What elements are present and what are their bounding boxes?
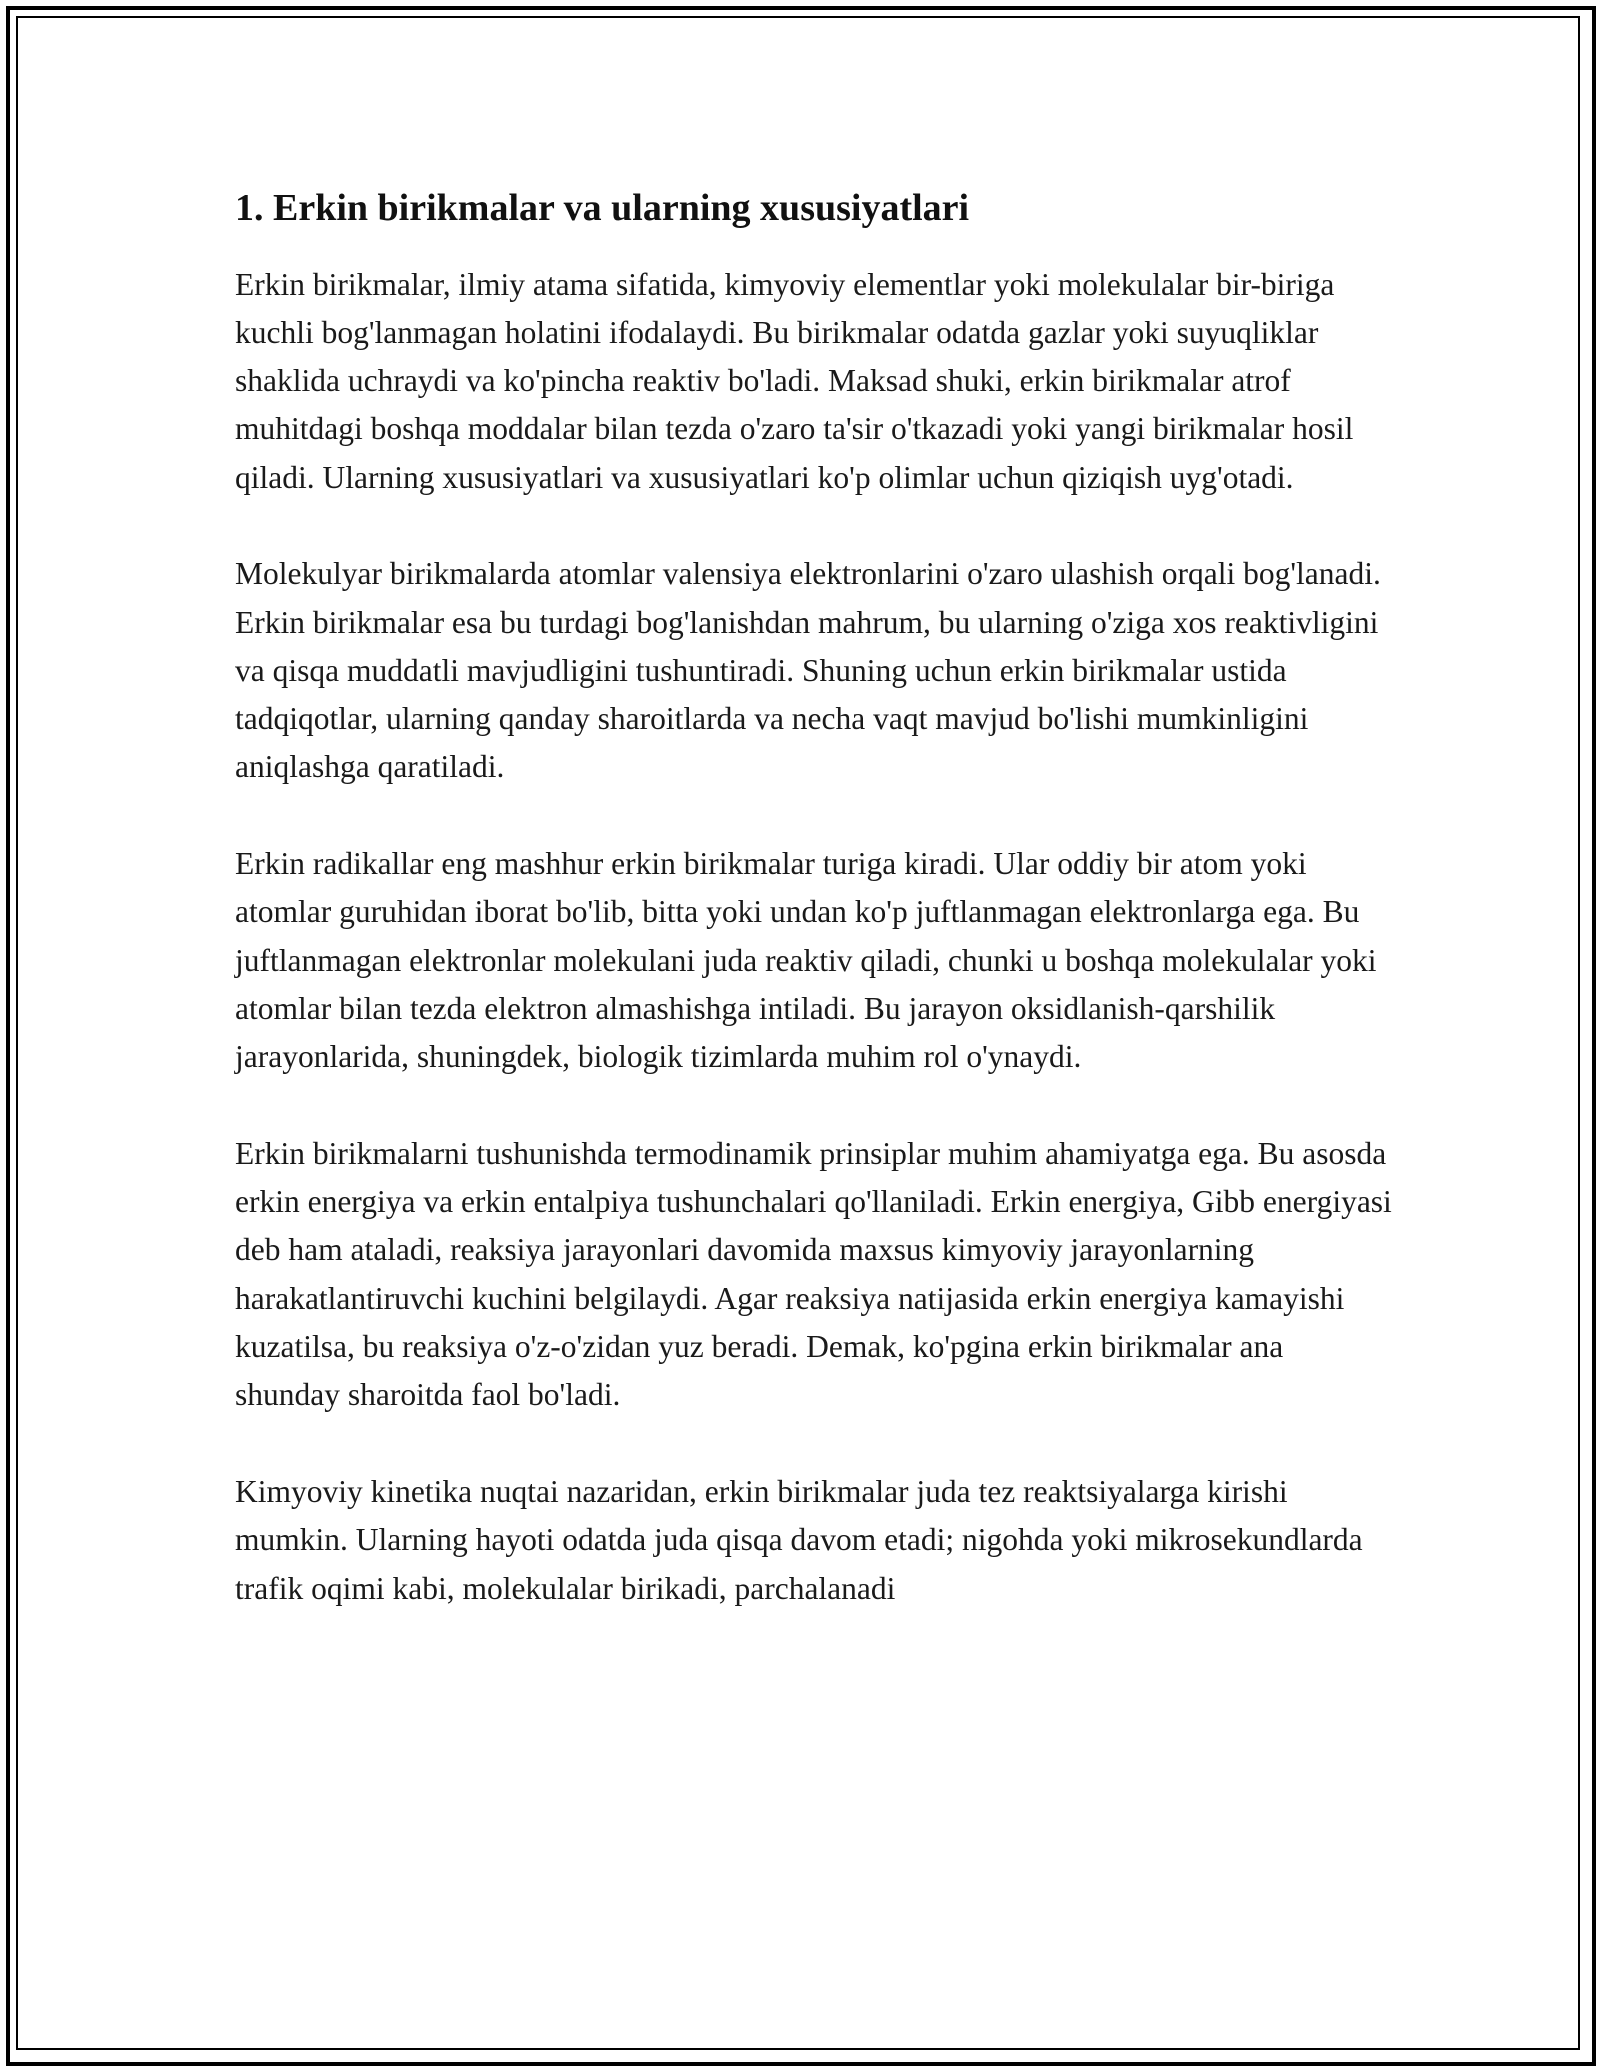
- paragraph-4: Erkin birikmalarni tushunishda termodinamik prinsiplar muhim ahamiyatga ega. Bu asosda erkin energiya va erkin entalpiya tushunchalari qo'llaniladi. Erkin energiya, Gibb energiyasi deb ham ataladi, reaksiya jarayonlari davomida maxsus kimyoviy jarayonlarning harakatlantiruvchi kuchini belgilaydi. Agar reaksiya natijasida erkin energiya kamayishi kuzatilsa, bu reaksiya o'z-o'zidan yuz beradi. Demak, ko'pgina erkin birikmalar ana shunday sharoitda faol bo'ladi.: [235, 1135, 1392, 1413]
- paragraph-5: Kimyoviy kinetika nuqtai nazaridan, erkin birikmalar juda tez reaktsiyalarga kirishi mumkin. Ularning hayoti odatda juda qisqa davom etadi; nigohda yoki mikrosekundlarda trafik oqimi kabi, molekulalar birikadi, parchalanadi: [235, 1473, 1363, 1606]
- paragraph-1: Erkin birikmalar, ilmiy atama sifatida, kimyoviy elementlar yoki molekulalar bir-biriga kuchli bog'lanmagan holatini ifodalaydi. Bu birikmalar odatda gazlar yoki suyuqliklar shaklida uchraydi va ko'pincha reaktiv bo'ladi. Maksad shuki, erkin birikmalar atrof muhitdagi boshqa moddalar bilan tezda o'zaro ta'sir o'tkazadi yoki yangi birikmalar hosil qiladi. Ularning xususiyatlari va xususiyatlari ko'p olimlar uchun qiziqish uyg'otadi.: [235, 266, 1354, 495]
- paragraph-2: Molekulyar birikmalarda atomlar valensiya elektronlarini o'zaro ulashish orqali bog'lanadi. Erkin birikmalar esa bu turdagi bog'lanishdan mahrum, bu ularning o'ziga xos reaktivligini va qisqa muddatli mavjudligini tushuntiradi. Shuning uchun erkin birikmalar ustida tadqiqotlar, ularning qanday sharoitlarda va necha vaqt mavjud bo'lishi mumkinligini aniqlashga qaratiladi.: [235, 556, 1381, 785]
- paragraph-3: Erkin radikallar eng mashhur erkin birikmalar turiga kiradi. Ular oddiy bir atom yoki atomlar guruhidan iborat bo'lib, bitta yoki undan ko'p juftlanmagan elektronlarga ega. Bu juftlanmagan elektronlar molekulani juda reaktiv qiladi, chunki u boshqa molekulalar yoki atomlar bilan tezda elektron almashishga intiladi. Bu jarayon oksidlanish-qarshilik jarayonlarida, shuningdek, biologik tizimlarda muhim rol o'ynaydi.: [235, 846, 1377, 1075]
- section-heading: 1. Erkin birikmalar va ularning xususiyatlari: [235, 187, 970, 229]
- document-body: [235, 185, 1395, 1661]
